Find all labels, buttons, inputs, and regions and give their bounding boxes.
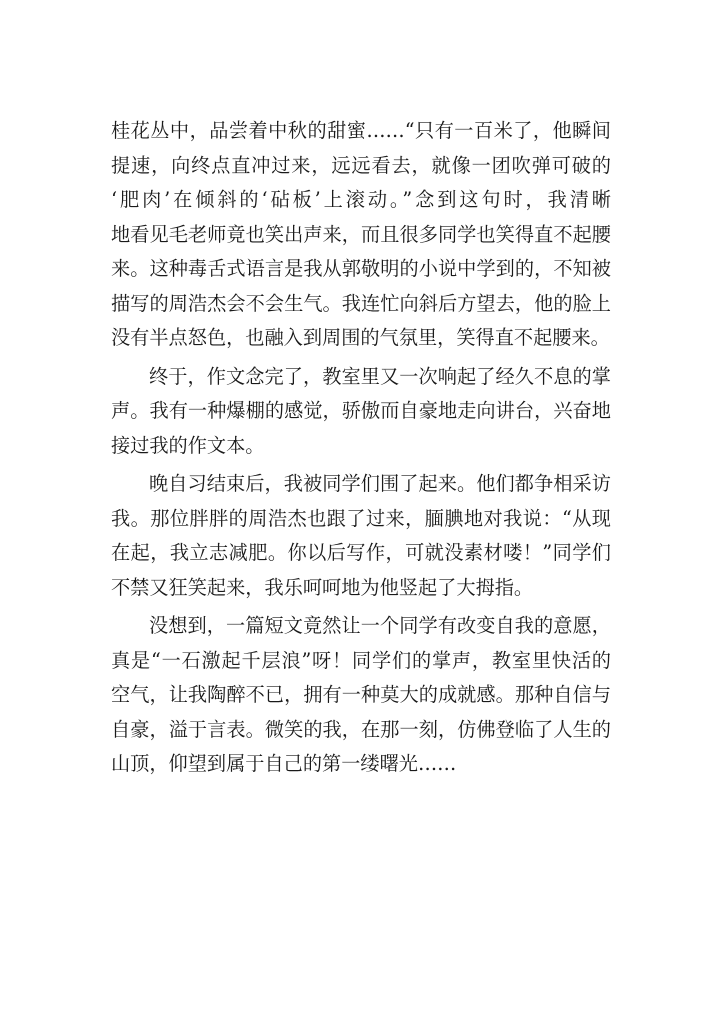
- text-line: 山顶，仰望到属于自己的第一缕曙光……: [111, 752, 457, 775]
- essay-text: [111, 114, 611, 782]
- text-line: 在起，我立志减肥。你以后写作，可就没素材喽！”同学们: [111, 541, 611, 564]
- text-line: 终于，作文念完了，教室里又一次响起了经久不息的掌: [149, 364, 611, 388]
- text-line: 来。这种毒舌式语言是我从郭敬明的小说中学到的，不知被: [111, 257, 611, 280]
- text-line: 没想到，一篇短文竟然让一个同学有改变自我的意愿，: [149, 614, 611, 637]
- text-line: 自豪，溢于言表。微笑的我，在那一刻，仿佛登临了人生的: [111, 717, 611, 741]
- text-line: 我。那位胖胖的周浩杰也跟了过来，腼腆地对我说：“从现: [111, 506, 611, 530]
- text-line: 桂花丛中，品尝着中秋的甜蜜……“只有一百米了，他瞬间: [111, 119, 611, 142]
- text-line: 描写的周浩杰会不会生气。我连忙向斜后方望去，他的脸上: [111, 291, 611, 315]
- text-line: 地看见毛老师竟也笑出声来，而且很多同学也笑得直不起腰: [111, 222, 611, 246]
- paragraph: [111, 114, 611, 356]
- text-line: 不禁又狂笑起来，我乐呵呵地为他竖起了大拇指。: [111, 575, 534, 599]
- text-line: 提速，向终点直冲过来，远远看去，就像一团吹弹可破的: [111, 153, 611, 177]
- text-line: 晚自习结束后，我被同学们围了起来。他们都争相采访: [149, 472, 611, 495]
- paragraph: [111, 467, 611, 605]
- text-line: ‘肥肉’在倾斜的‘砧板’上滚动。”念到这句时，我清晰: [111, 188, 611, 211]
- text-line: 空气，让我陶醉不已，拥有一种莫大的成就感。那种自信与: [111, 683, 611, 706]
- text-line: 接过我的作文本。: [111, 433, 265, 457]
- paragraph: [111, 609, 611, 782]
- paragraph: [111, 360, 611, 464]
- text-line: 没有半点怒色，也融入到周围的气氛里，笑得直不起腰来。: [111, 326, 610, 349]
- text-line: 真是“一石激起千层浪”呀！同学们的掌声，教室里快活的: [111, 648, 611, 672]
- text-line: 声。我有一种爆棚的感觉，骄傲而自豪地走向讲台，兴奋地: [111, 399, 611, 422]
